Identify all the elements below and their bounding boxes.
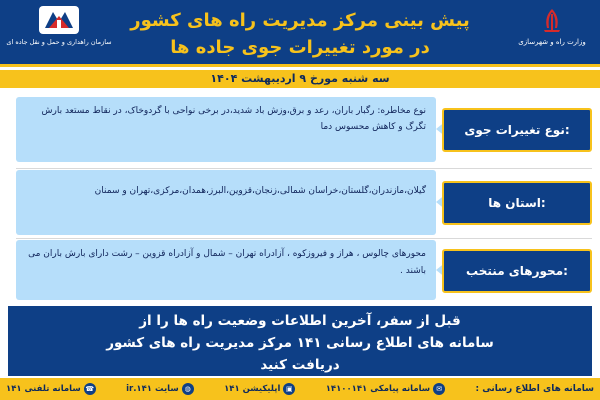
page-title: پیش بینی مرکز مدیریت راه های کشور xyxy=(130,10,470,31)
page-subtitle: در مورد تغییرات جوی جاده ها xyxy=(170,37,430,58)
road-organization-name: سازمان راهداری و حمل و نقل جاده ای xyxy=(6,38,112,46)
provinces-content: گیلان،مازندران،گلستان،خراسان شمالی،زنجان،قزوین،البرز،همدان،مرکزی،تهران و سمنان xyxy=(16,170,436,235)
app-service[interactable]: ▣ اپلیکیشن ۱۴۱ xyxy=(224,383,295,395)
app-icon: ▣ xyxy=(283,383,295,395)
notice-line-1: قبل از سفر، آخرین اطلاعات وضعیت راه ها را از xyxy=(139,313,461,329)
travel-notice xyxy=(8,306,592,376)
header-banner xyxy=(0,0,600,67)
road-organization-emblem-icon xyxy=(39,6,79,34)
routes-content: محورهای چالوس ، هراز و فیروزکوه ، آزادراه تهران – شمال و آزادراه قزوین – رشت دارای بارش باران می باشند . xyxy=(16,240,436,300)
web-icon: ◍ xyxy=(182,383,194,395)
phone-service[interactable]: ☎ سامانه تلفنی ۱۴۱ xyxy=(6,384,95,394)
footer-info-bar xyxy=(0,378,600,400)
divider xyxy=(16,168,592,169)
notice-line-3: دریافت کنید xyxy=(260,357,340,373)
routes-label: محورهای منتخب: xyxy=(442,249,592,293)
sms-icon: ✉ xyxy=(433,383,445,395)
iran-emblem-icon xyxy=(537,6,567,36)
road-organization-logo xyxy=(4,6,114,58)
notice-line-2: سامانه های اطلاع رسانی ۱۴۱ مرکز مدیریت راه های کشور xyxy=(106,335,494,351)
weather-type-content: نوع مخاطره: رگبار باران، رعد و برق،وزش باد شدید،در برخی نواحی با گردوخاک، در نقاط مستعد بارش تگرگ و کاهش محسوس دما xyxy=(16,97,436,162)
footer-title: سامانه های اطلاع رسانی : xyxy=(475,384,594,394)
website-service[interactable]: ◍ سایت ۱۴۱.ir xyxy=(126,383,194,395)
provinces-label: استان ها: xyxy=(442,181,592,225)
divider xyxy=(16,238,592,239)
ministry-name: وزارت راه و شهرسازی xyxy=(518,38,586,46)
weather-type-label: نوع تغییرات جوی: xyxy=(442,108,592,152)
sms-service[interactable]: ✉ سامانه پیامکی ۱۴۱۰۰۱۴۱ xyxy=(326,383,445,395)
date-label: سه شنبه مورخ ۹ اردیبهشت ۱۴۰۴ xyxy=(0,70,600,88)
phone-icon: ☎ xyxy=(85,385,95,393)
ministry-logo xyxy=(512,6,592,54)
